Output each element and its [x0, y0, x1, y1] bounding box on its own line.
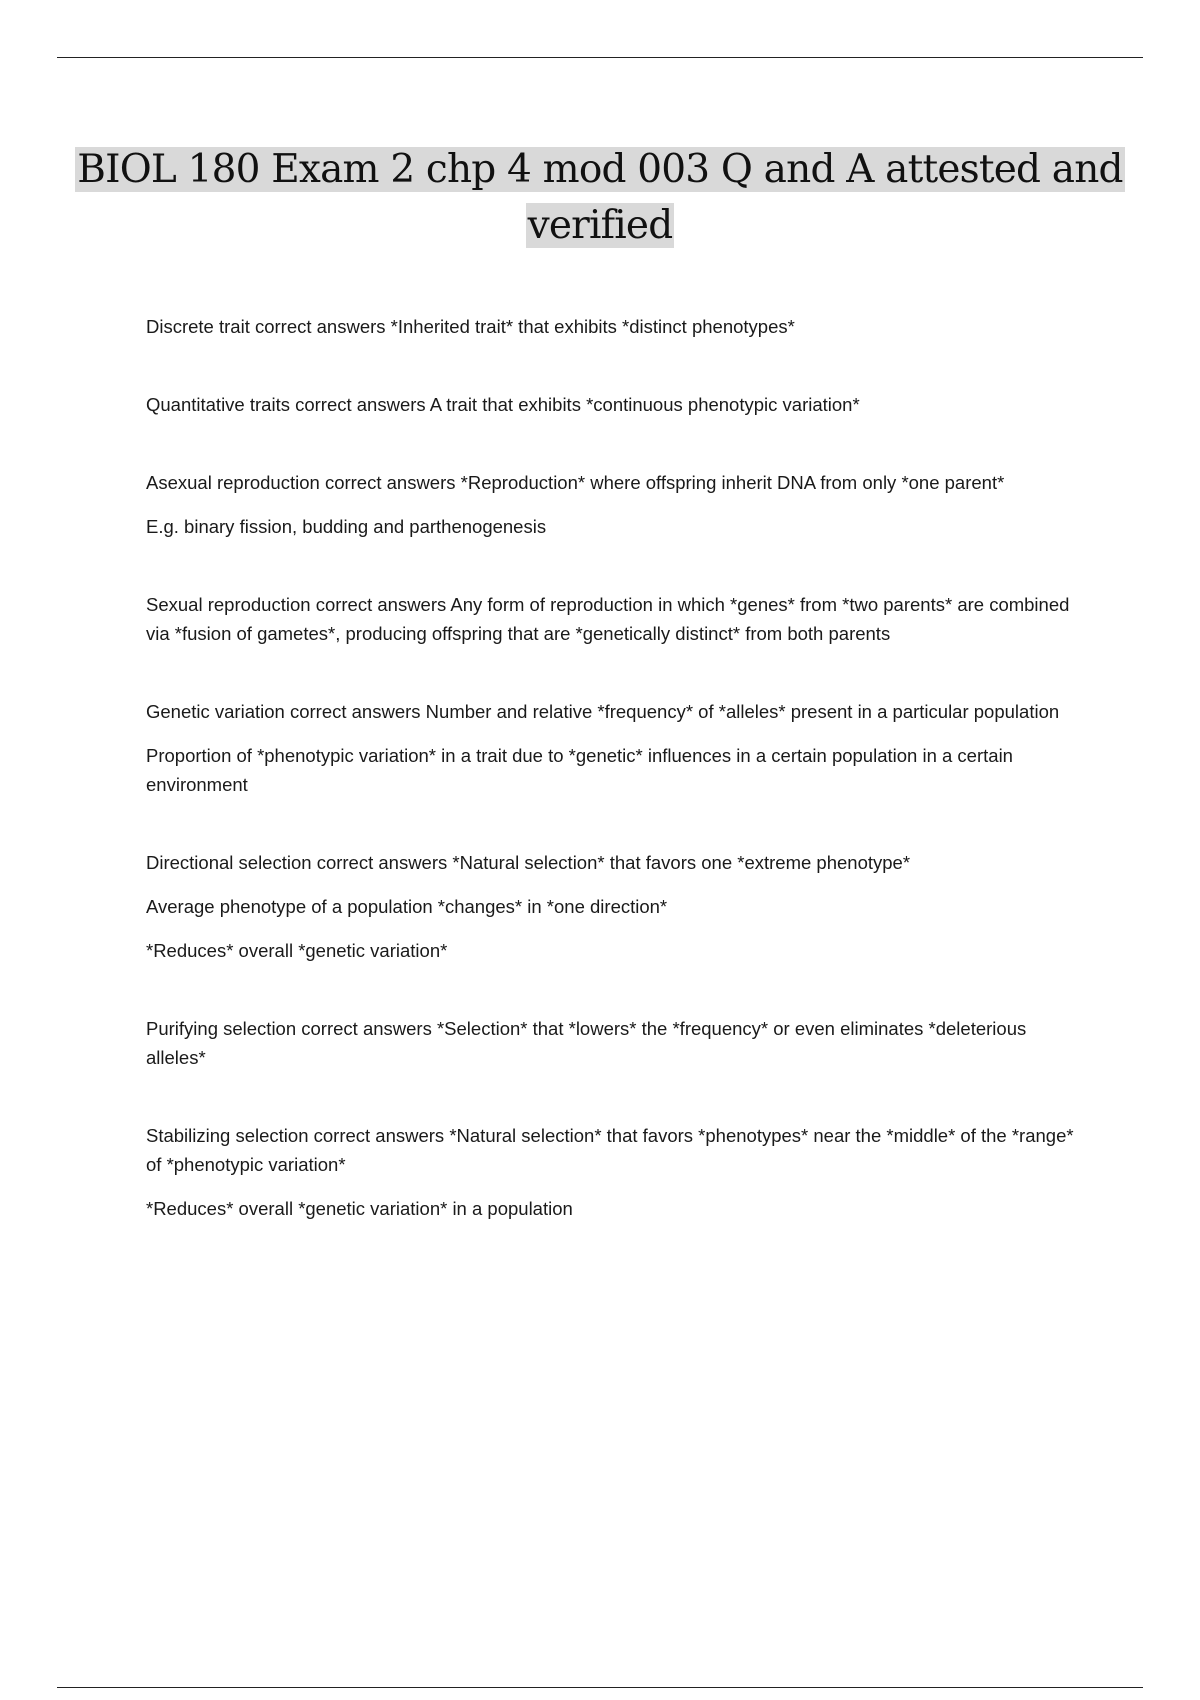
qa-term-definition: Asexual reproduction correct answers *Reproduction* where offspring inherit DNA from only *one parent*: [146, 472, 1005, 493]
qa-list: [146, 312, 1086, 1272]
qa-detail-line: E.g. binary fission, budding and parthenogenesis: [146, 516, 547, 537]
qa-term-definition: Genetic variation correct answers Number and relative *frequency* of *alleles* present in a particular population: [146, 701, 1060, 722]
qa-item: [146, 1121, 1086, 1223]
qa-detail-line: Average phenotype of a population *changes* in *one direction*: [146, 896, 668, 917]
qa-item: [146, 1014, 1086, 1072]
qa-detail-line: Proportion of *phenotypic variation* in a trait due to *genetic* influences in a certain population in a certain environment: [146, 745, 1013, 795]
top-divider: [57, 57, 1143, 58]
qa-item: [146, 468, 1086, 541]
qa-term-definition: Discrete trait correct answers *Inherited trait* that exhibits *distinct phenotypes*: [146, 316, 795, 337]
qa-item: [146, 312, 1086, 341]
qa-term-definition: Stabilizing selection correct answers *Natural selection* that favors *phenotypes* near the *middle* of the *range* of *phenotypic variation*: [146, 1125, 1074, 1175]
qa-detail-line: *Reduces* overall *genetic variation* in a population: [146, 1198, 573, 1219]
document-title-text: BIOL 180 Exam 2 chp 4 mod 003 Q and A attested and verified: [77, 147, 1123, 248]
qa-term-definition: Purifying selection correct answers *Selection* that *lowers* the *frequency* or even eliminates *deleterious alleles*: [146, 1018, 1027, 1068]
bottom-divider: [57, 1687, 1143, 1688]
qa-item: [146, 590, 1086, 648]
qa-item: [146, 390, 1086, 419]
qa-detail-line: *Reduces* overall *genetic variation*: [146, 940, 448, 961]
qa-term-definition: Sexual reproduction correct answers Any form of reproduction in which *genes* from *two parents* are combined via *fusion of gametes*, producing offspring that are *genetically distinct* from both parents: [146, 594, 1070, 644]
document-title: [60, 142, 1140, 254]
qa-term-definition: Directional selection correct answers *Natural selection* that favors one *extreme phenotype*: [146, 852, 911, 873]
qa-term-definition: Quantitative traits correct answers A trait that exhibits *continuous phenotypic variation*: [146, 394, 860, 415]
qa-item: [146, 697, 1086, 799]
qa-item: [146, 848, 1086, 965]
